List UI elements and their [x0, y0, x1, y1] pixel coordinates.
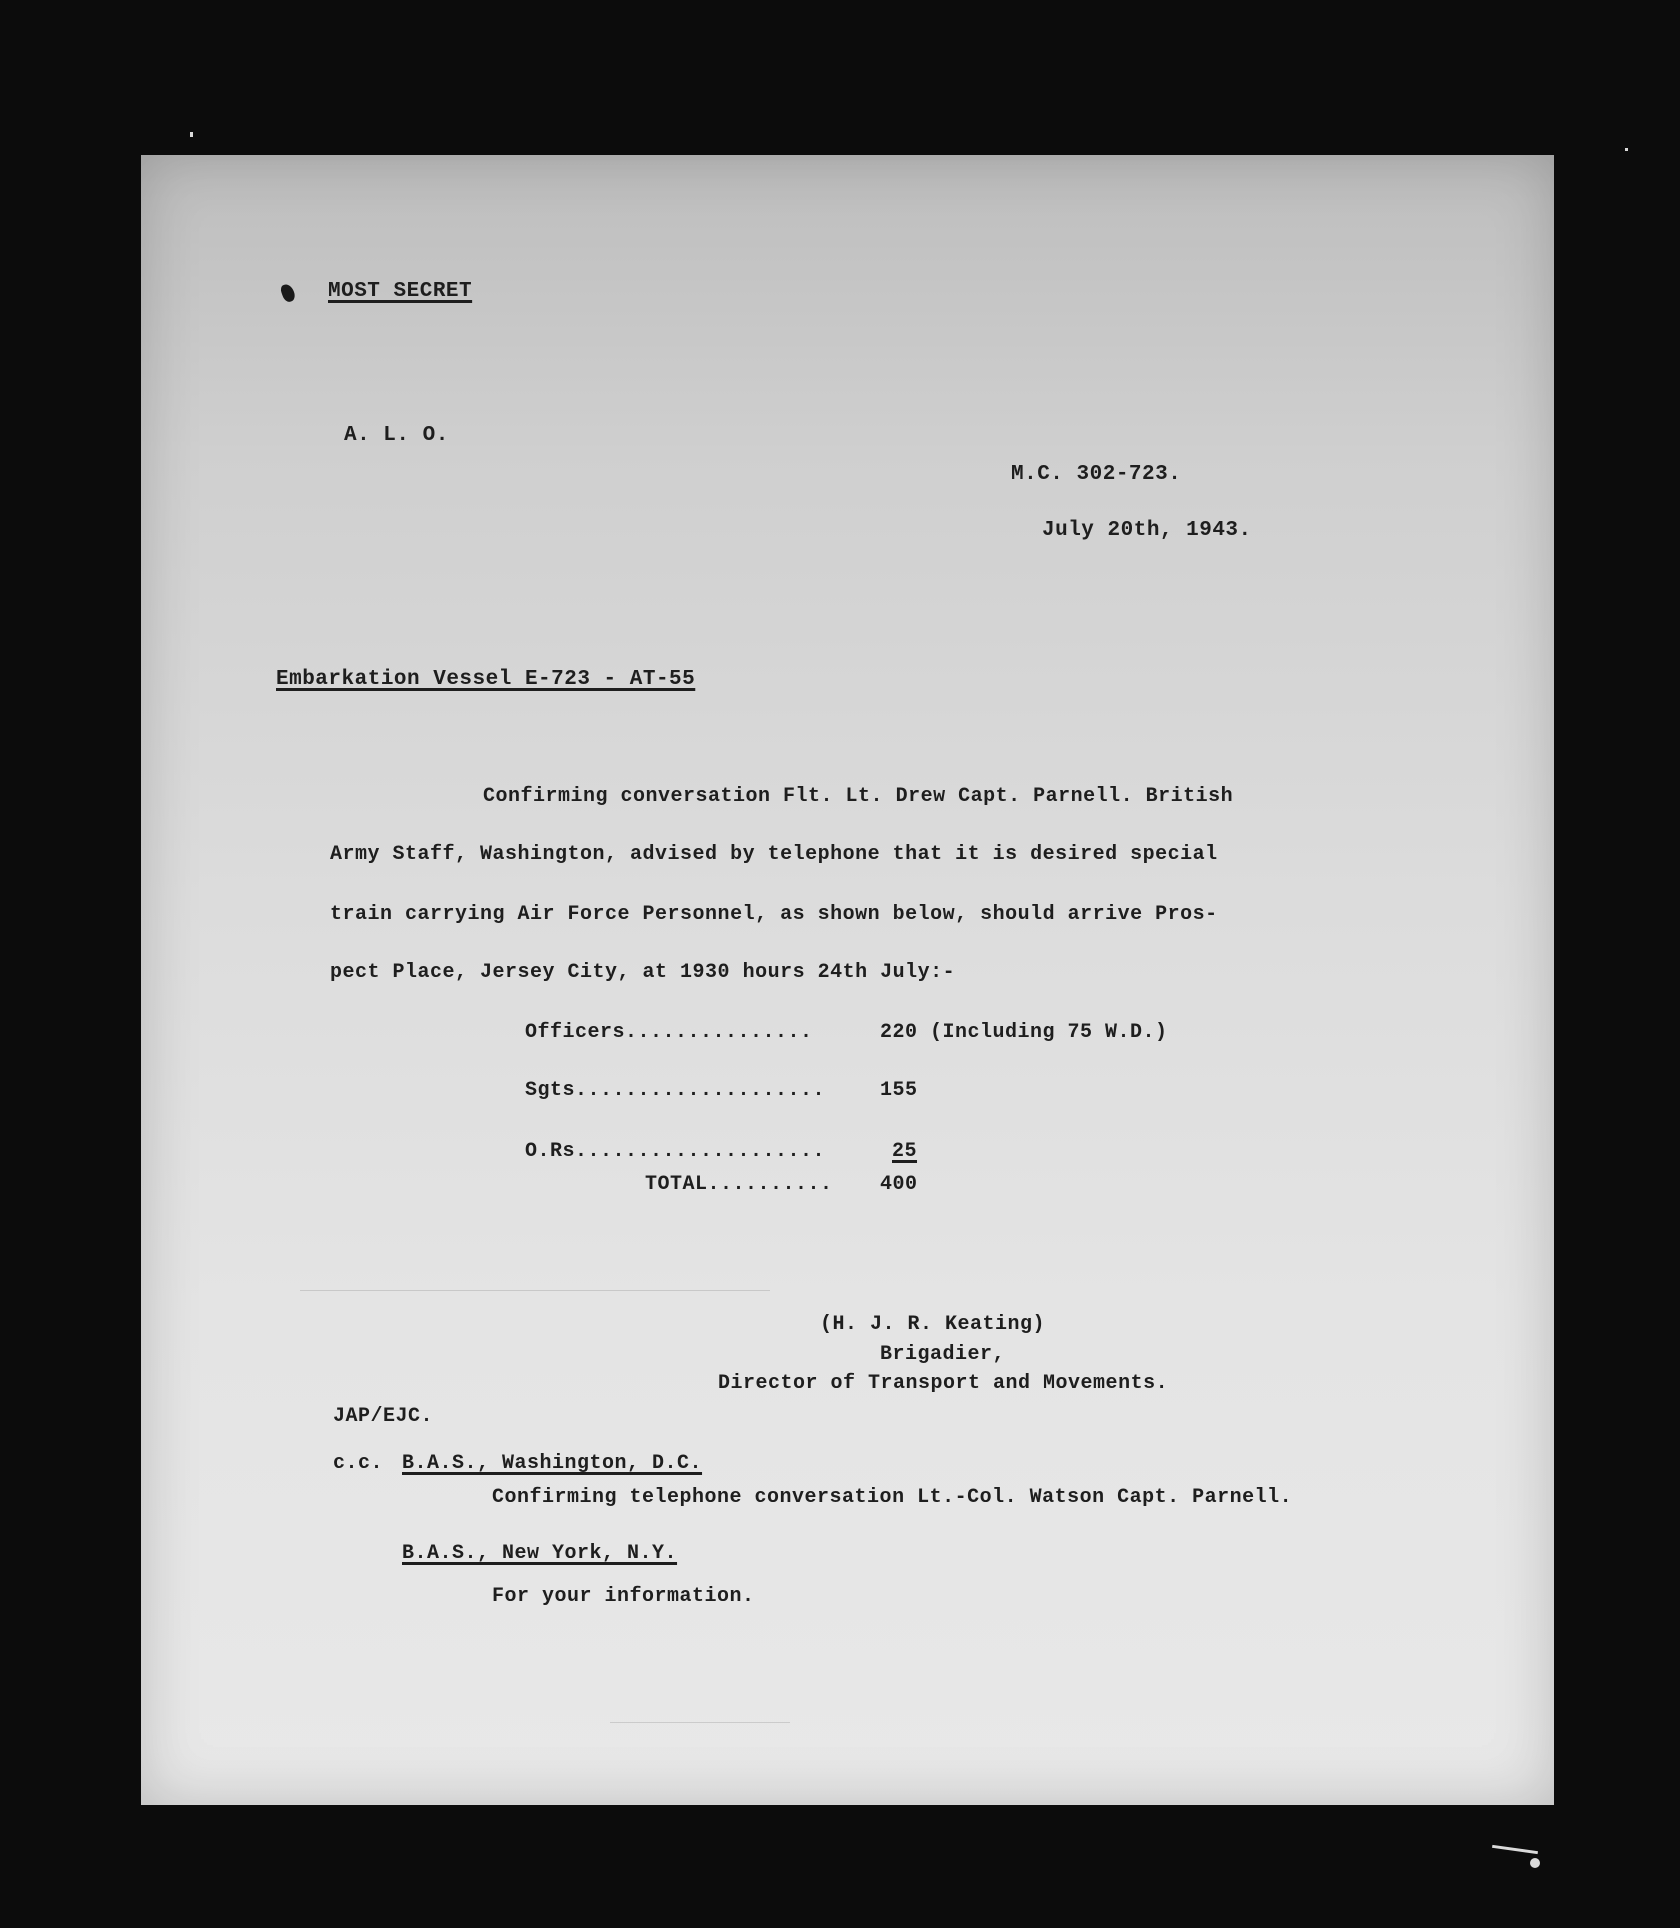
signatory-rank: Brigadier, — [880, 1343, 1006, 1366]
body-line-2: Army Staff, Washington, advised by telephone that it is desired special — [330, 843, 1218, 866]
typist-initials: JAP/EJC. — [333, 1405, 434, 1428]
personnel-sgts-label: Sgts.................... — [525, 1079, 826, 1102]
personnel-ors-label: O.Rs.................... — [525, 1140, 826, 1163]
body-line-4: pect Place, Jersey City, at 1930 hours 24th July:- — [330, 961, 956, 984]
scan-speck — [1530, 1858, 1540, 1868]
cc-first-note: Confirming telephone conversation Lt.-Col. Watson Capt. Parnell. — [492, 1486, 1293, 1509]
addressee: A. L. O. — [344, 424, 449, 447]
body-line-3: train carrying Air Force Personnel, as shown below, should arrive Pros- — [330, 903, 1218, 926]
paper-crease-line — [610, 1722, 790, 1723]
total-label: TOTAL.......... — [645, 1173, 833, 1196]
reference-number: M.C. 302-723. — [1011, 463, 1182, 486]
cc-second-recipient: B.A.S., New York, N.Y. — [402, 1542, 678, 1565]
signatory-title: Director of Transport and Movements. — [718, 1372, 1169, 1395]
document-date: July 20th, 1943. — [1042, 519, 1252, 542]
signatory-name: (H. J. R. Keating) — [820, 1313, 1046, 1336]
personnel-officers-label: Officers............... — [525, 1021, 813, 1044]
personnel-ors-value: 25 — [892, 1140, 918, 1163]
body-line-1: Confirming conversation Flt. Lt. Drew Capt. Parnell. British — [483, 785, 1234, 808]
cc-prefix: c.c. — [333, 1452, 384, 1475]
classification-heading: MOST SECRET — [328, 280, 473, 303]
scan-speck — [190, 132, 193, 137]
scan-speck — [1492, 1845, 1538, 1854]
subject-line: Embarkation Vessel E-723 - AT-55 — [276, 668, 696, 691]
personnel-officers-value: 220 (Including 75 W.D.) — [880, 1021, 1168, 1044]
total-value: 400 — [880, 1173, 918, 1196]
cc-second-note: For your information. — [492, 1585, 755, 1608]
personnel-sgts-value: 155 — [880, 1079, 918, 1102]
scan-speck — [1625, 148, 1628, 151]
cc-first-recipient: B.A.S., Washington, D.C. — [402, 1452, 703, 1475]
paper-fold-line — [300, 1290, 770, 1291]
